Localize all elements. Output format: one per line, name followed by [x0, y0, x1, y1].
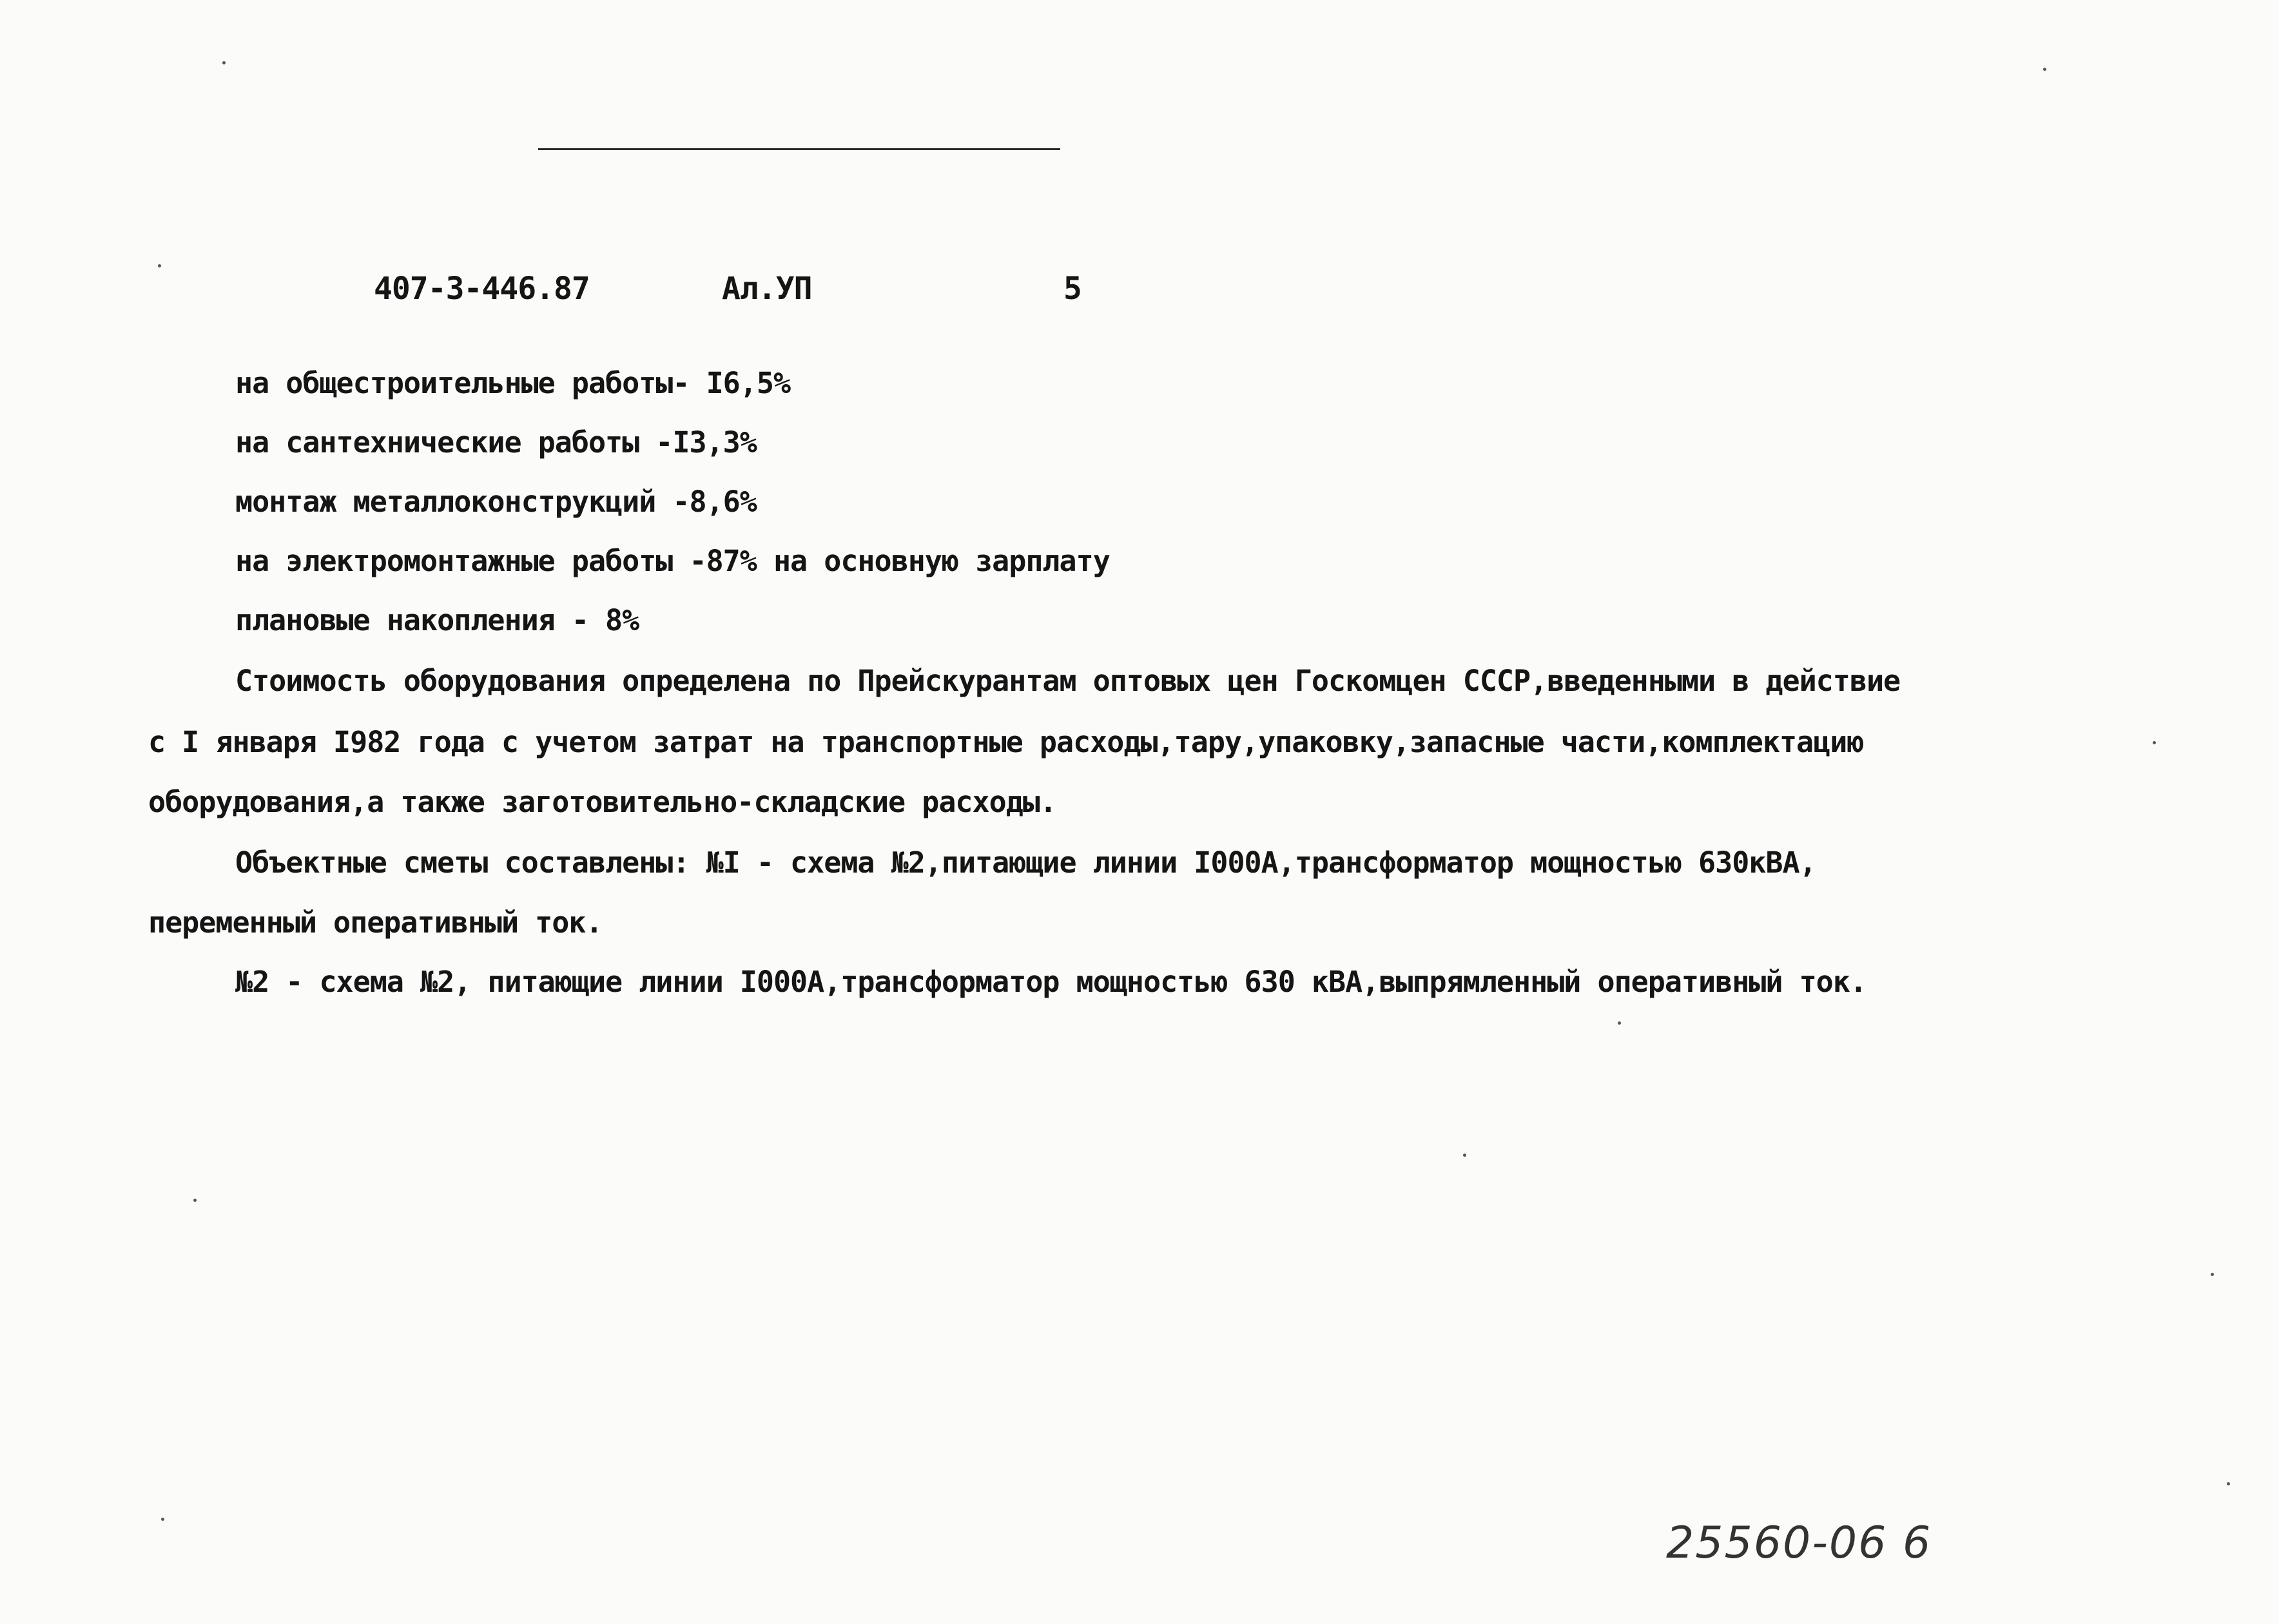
paragraph-estimates-2: переменный оперативный ток.	[148, 905, 603, 940]
paragraph-equipment-cost-2: с I января I982 года с учетом затрат на транспортные расходы,тару,упаковку,запасные части,комплектацию	[148, 725, 1864, 759]
handwritten-archive-number: 25560-06 6	[1666, 1518, 1932, 1569]
line-electrical-works: на электромонтажные работы -87% на основную зарплату	[235, 544, 1110, 578]
paragraph-equipment-cost-3: оборудования,а также заготовительно-складские расходы.	[148, 785, 1056, 819]
scan-speck	[222, 61, 226, 64]
line-metal-structures: монтаж металлоконструкций -8,6%	[235, 485, 757, 519]
scan-speck	[1463, 1154, 1466, 1157]
scan-speck	[193, 1199, 197, 1202]
scan-speck	[1618, 1021, 1621, 1025]
top-rule	[538, 148, 1060, 150]
scan-speck	[2227, 1482, 2230, 1485]
doc-code: 407-3-446.87	[374, 271, 590, 307]
scan-speck	[161, 1518, 164, 1521]
album-label: Ал.УП	[722, 271, 812, 307]
scan-speck	[158, 264, 161, 267]
line-general-construction: на общестроительные работы- I6,5%	[235, 366, 791, 400]
paragraph-estimates-1: Объектные сметы составлены: №I - схема №2,питающие линии I000А,трансформатор мощностью 630кВА,	[235, 846, 1816, 880]
line-planned-savings: плановые накопления - 8%	[235, 603, 639, 637]
line-sanitary-works: на сантехнические работы -I3,3%	[235, 425, 757, 459]
scan-speck	[2211, 1273, 2214, 1276]
scan-speck	[2153, 741, 2156, 744]
page-number: 5	[1063, 271, 1081, 307]
scan-speck	[2043, 68, 2046, 71]
paragraph-equipment-cost-1: Стоимость оборудования определена по Прейскурантам оптовых цен Госкомцен СССР,введенными в действие	[235, 664, 1901, 698]
paragraph-scheme-2: №2 - схема №2, питающие линии I000А,трансформатор мощностью 630 кВА,выпрямленный оперативный ток.	[235, 965, 1867, 999]
